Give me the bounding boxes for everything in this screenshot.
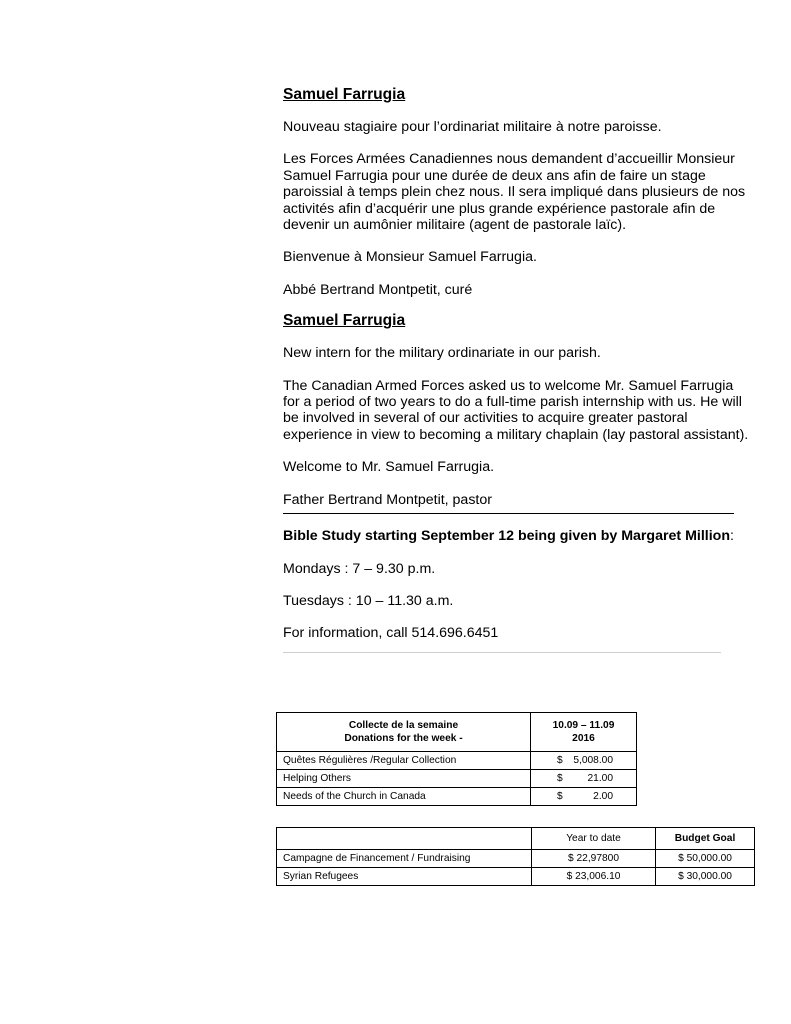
bulletin-column [283,86,753,653]
row-amount: 21.00 [587,773,613,784]
french-heading: Samuel Farrugia [283,86,406,103]
french-body: Les Forces Armées Canadiennes nous demandent d’accueillir Monsieur Samuel Farrugia pour une durée de deux ans afin de faire un stage paroissial à temps plein chez nous. Il sera impliqué dans plusieurs de nos activités afin d’acquérir une plus grande expérience pastorale afin de devenir un aumônier militaire (agent de pastorale laïc). [283,151,746,234]
donations-header-fr: Collecte de la semaine [348,720,459,731]
row-label: Quêtes Régulières /Regular Collection [277,752,531,770]
light-divider [283,652,721,653]
row-amount-cell [531,752,637,770]
weekly-donations-table [276,712,637,806]
english-body: The Canadian Armed Forces asked us to welcome Mr. Samuel Farrugia for a period of two years to do a full-time parish internship with us. He will be involved in several of our activities to acquire greater pastoral experience in view to becoming a military chaplain (lay pastoral assistant). [283,377,749,443]
budget-goal-header: Budget Goal [656,828,755,850]
row-ytd: $ 23,006.10 [532,868,656,886]
row-label: Syrian Refugees [277,868,532,886]
table-row [277,752,637,770]
bible-study-tuesdays: Tuesdays : 10 – 11.30 a.m. [283,592,454,609]
row-label: Helping Others [277,770,531,788]
row-ytd: $ 22,97800 [532,850,656,868]
table-header-row [277,828,755,850]
bible-study-mondays: Mondays : 7 – 9.30 p.m. [283,560,436,577]
row-goal: $ 30,000.00 [656,868,755,886]
year-to-date-header: Year to date [532,828,656,850]
bible-study-title [283,528,753,544]
donations-header-cell [277,713,531,752]
row-amount-cell [531,770,637,788]
bible-study-title-colon: : [730,528,734,545]
period-header-cell [531,713,637,752]
period-dates: 10.09 – 11.09 [552,720,615,731]
table-row [277,788,637,806]
section-divider [283,513,734,514]
table-row [277,868,755,886]
row-label: Campagne de Financement / Fundraising [277,850,532,868]
table-header-row [277,713,637,752]
empty-header-cell [277,828,532,850]
french-welcome: Bienvenue à Monsieur Samuel Farrugia. [283,249,537,266]
english-intro: New intern for the military ordinariate in our parish. [283,345,601,362]
bible-study-info: For information, call 514.696.6451 [283,625,499,642]
english-signature: Father Bertrand Montpetit, pastor [283,491,492,508]
currency-symbol: $ [557,755,563,766]
period-year: 2016 [572,733,595,744]
french-intro: Nouveau stagiaire pour l’ordinariat militaire à notre paroisse. [283,119,662,135]
campaign-table [276,827,755,886]
french-signature: Abbé Bertrand Montpetit, curé [283,281,473,298]
row-amount: 2.00 [593,791,613,802]
currency-symbol: $ [557,773,563,784]
currency-symbol: $ [557,791,563,802]
row-amount-cell [531,788,637,806]
row-goal: $ 50,000.00 [656,850,755,868]
donations-header-en: Donations for the week - [344,733,463,744]
table-row [277,770,637,788]
english-welcome: Welcome to Mr. Samuel Farrugia. [283,459,495,476]
english-heading: Samuel Farrugia [283,312,406,330]
bible-study-title-text: Bible Study starting September 12 being given by Margaret Million [283,528,730,545]
table-row [277,850,755,868]
row-label: Needs of the Church in Canada [277,788,531,806]
row-amount: 5,008.00 [573,755,613,766]
